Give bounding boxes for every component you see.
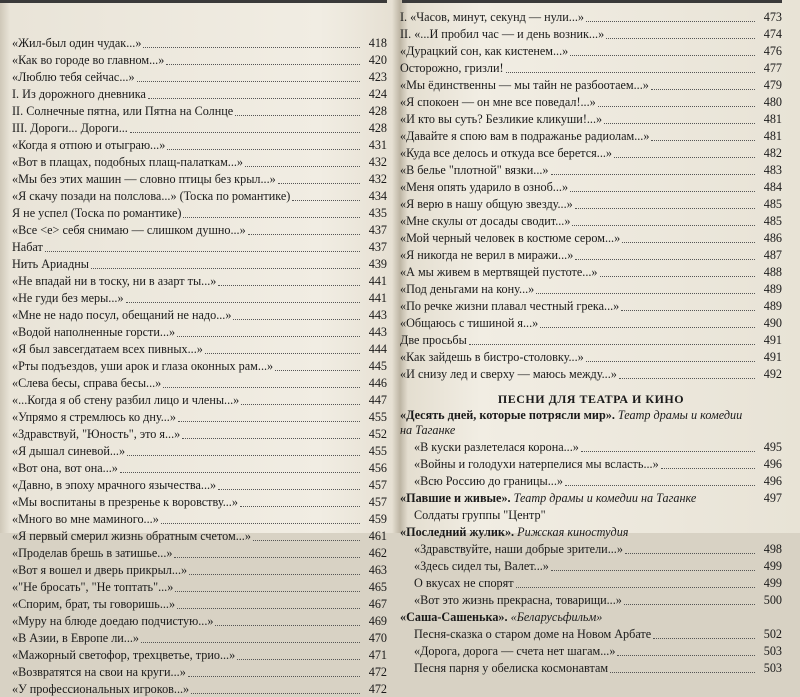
dot-leader: [175, 576, 360, 592]
page-number: 461: [368, 529, 387, 543]
page-number: 462: [368, 546, 387, 560]
toc-entry-title: Две просьбы: [400, 333, 467, 347]
toc-entry-title: «Вот я вошел и дверь прикрыл...»: [12, 563, 188, 577]
toc-entry-title: «Меня опять ударило в озноб...»: [400, 180, 569, 194]
page-number: 479: [763, 78, 782, 92]
left-page: [12, 0, 387, 696]
entry-title-italic: Рижская киностудия: [517, 525, 629, 539]
dot-leader: [183, 202, 360, 218]
toc-entry-title: «Как во городе во главном...»: [12, 53, 165, 67]
toc-entry-title: «Мне скулы от досады сводит...»: [400, 214, 571, 228]
page-number: 446: [368, 376, 387, 390]
page-number: 428: [368, 104, 387, 118]
toc-entry: [400, 659, 782, 676]
page-number: 465: [368, 580, 387, 594]
page-number: 432: [368, 172, 387, 186]
page-number: 486: [763, 231, 782, 245]
dot-leader: [189, 559, 360, 575]
page-number: 480: [763, 95, 782, 109]
page-number: 496: [763, 474, 782, 488]
dot-leader: [241, 389, 360, 405]
dot-leader: [551, 555, 755, 571]
toc-entry-title: «Давно, в эпоху мрачного язычества...»: [12, 478, 217, 492]
dot-leader: [137, 66, 360, 82]
page-number: 463: [368, 563, 387, 577]
dot-leader: [600, 261, 755, 277]
right-entries-top: [400, 8, 782, 382]
page-number: 483: [763, 163, 782, 177]
toc-entry-title: «И кто вы суть? Безликие кликуши!...»: [400, 112, 603, 126]
dot-leader: [218, 474, 360, 490]
page-number: 431: [368, 138, 387, 152]
toc-entry-title: «В куски разлетелася корона...»: [414, 440, 579, 454]
dot-leader: [651, 125, 755, 141]
page-number: 455: [368, 444, 387, 458]
dot-leader: [516, 572, 755, 588]
toc-entry-title: «И снизу лед и сверху — маюсь между...»: [400, 367, 617, 381]
page-number: 432: [368, 155, 387, 169]
toc-entry-title: «Когда я отпою и отыграю...»: [12, 138, 166, 152]
page-number: 485: [763, 214, 782, 228]
dot-leader: [191, 678, 360, 694]
dot-leader: [610, 657, 755, 673]
toc-entry-title: «Я спокоен — он мне все поведал!...»: [400, 95, 596, 109]
page-number: 492: [763, 367, 782, 381]
page-number: 484: [763, 180, 782, 194]
toc-entry-title: Песня парня у обелиска космонавтам: [414, 661, 609, 675]
toc-entry-title: «Куда все делось и откуда все берется...»: [400, 146, 613, 160]
toc-entry-title: «Проделав брешь в затишье...»: [12, 546, 173, 560]
page-number: 418: [368, 36, 387, 50]
dot-leader: [235, 100, 360, 116]
toc-entry-title: Песня-сказка о старом доме на Новом Арбате: [414, 627, 652, 641]
toc-entry-title: «Здравствуй, "Юность", это я...»: [12, 427, 181, 441]
section-heading: ПЕСНИ ДЛЯ ТЕАТРА И КИНО: [497, 392, 685, 406]
toc-entry-title: «Под деньгами на кону...»: [400, 282, 535, 296]
toc-entry-title: «У профессиональных игроков...»: [12, 682, 190, 696]
page-number: 481: [763, 112, 782, 126]
dot-leader: [565, 470, 755, 486]
page-number: 502: [763, 627, 782, 641]
toc-entry-title: Я не успел (Тоска по романтике): [12, 206, 182, 220]
toc-entry-title: «Мы воспитаны в презренье к воровству...»: [12, 495, 238, 509]
entry-title-bold: «Саша-Сашенька».: [400, 610, 508, 624]
toc-entry-title: «Мой черный человек в костюме сером...»: [400, 231, 621, 245]
page-number: 443: [368, 308, 387, 322]
toc-entry-title: II. «...И пробил час — и день возник...»: [400, 27, 605, 41]
page-number: 497: [763, 491, 782, 505]
dot-leader: [570, 176, 755, 192]
dot-leader: [570, 40, 755, 56]
entry-items-ten-days: [400, 438, 782, 489]
page-number: 459: [368, 512, 387, 526]
toc-entry-title: «Мне не надо посул, обещаний не надо...»: [12, 308, 232, 322]
dot-leader: [177, 593, 360, 609]
dot-leader: [661, 453, 755, 469]
toc-entry-title: «Вот она, вот она...»: [12, 461, 118, 475]
page-number: 443: [368, 325, 387, 339]
page-number: 476: [763, 44, 782, 58]
page-number: 420: [368, 53, 387, 67]
toc-entry-title: «Дурацкий сон, как кистенем...»: [400, 44, 569, 58]
dot-leader: [188, 661, 360, 677]
dot-leader: [245, 151, 360, 167]
toc-entry: [400, 365, 782, 382]
toc-entry-title: «Я был завсегдатаем всех пивных...»: [12, 342, 203, 356]
toc-entry: [12, 680, 387, 697]
dot-leader: [253, 525, 360, 541]
page-number: 498: [763, 542, 782, 556]
toc-entry-title: «Вот это жизнь прекрасна, товарищи...»: [414, 593, 622, 607]
toc-entry-title: «Я верю в нашу общую звезду...»: [400, 197, 573, 211]
toc-entry-title: «Здравствуйте, наши добрые зрители...»: [414, 542, 623, 556]
page-number: 499: [763, 559, 782, 573]
page-number: 489: [763, 299, 782, 313]
page-number: 441: [368, 274, 387, 288]
dot-leader: [218, 270, 360, 286]
page-number: 482: [763, 146, 782, 160]
page-number: 489: [763, 282, 782, 296]
page-number: 500: [763, 593, 782, 607]
toc-entry-title: Нить Ариадны: [12, 257, 89, 271]
dot-leader: [240, 491, 360, 507]
toc-entry-title: «Упрямо я стремлюсь ко дну...»: [12, 410, 176, 424]
right-page: [400, 0, 782, 675]
toc-entry-title: «Как зайдешь в бистро-столовку...»: [400, 350, 584, 364]
page-number: 437: [368, 240, 387, 254]
dot-leader: [126, 287, 360, 303]
dot-leader: [167, 134, 360, 150]
dot-leader: [604, 108, 755, 124]
dot-leader: [575, 244, 755, 260]
entry-items-last-crook: [400, 540, 782, 608]
toc-entry-title: «Люблю тебя сейчас...»: [12, 70, 135, 84]
page-number: 456: [368, 461, 387, 475]
entry-title-italic: Театр драмы и комедии на Таганке: [513, 491, 697, 505]
toc-entry-title: О вкусах не спорят: [414, 576, 514, 590]
dot-leader: [651, 74, 755, 90]
page-number: 472: [368, 682, 387, 696]
page-number: 424: [368, 87, 387, 101]
entry-title-ten-days: [400, 408, 782, 438]
dot-leader: [161, 508, 360, 524]
dot-leader: [127, 440, 360, 456]
dot-leader: [292, 185, 360, 201]
dot-leader: [617, 640, 755, 656]
toc-entry-title: «Не впадай ни в тоску, ни в азарт ты...»: [12, 274, 217, 288]
toc-entry: [400, 591, 782, 608]
entry-title-italic: Театр драмы и комедии на Таганке: [400, 408, 743, 437]
dot-leader: [130, 117, 360, 133]
page-number: 441: [368, 291, 387, 305]
entry-title-bold: «Последний жулик».: [400, 525, 515, 539]
toc-entry-title: «По речке жизни плавал честный грека...»: [400, 299, 620, 313]
page-number: 471: [368, 648, 387, 662]
toc-entry-title: «В Азии, в Европе ли...»: [12, 631, 140, 645]
toc-entry-title: «Войны и голодухи натерпелися мы всласть...»: [414, 457, 659, 471]
dot-leader: [91, 253, 360, 269]
toc-entry-title: «Всю Россию до границы...»: [414, 474, 563, 488]
page-number: 499: [763, 576, 782, 590]
dot-leader: [548, 505, 755, 520]
dot-leader: [178, 406, 360, 422]
dot-leader: [586, 346, 755, 362]
dot-leader: [237, 644, 360, 660]
dot-leader: [163, 372, 360, 388]
toc-entry-title: «Жил-был один чудак...»: [12, 36, 142, 50]
page-number: 444: [368, 342, 387, 356]
toc-entry-title: I. «Часов, минут, секунд — нули...»: [400, 10, 585, 24]
toc-entry-title: «Много во мне маминого...»: [12, 512, 159, 526]
page-number: 434: [368, 189, 387, 203]
page-number: 481: [763, 129, 782, 143]
page-number: 445: [368, 359, 387, 373]
toc-entry: [400, 506, 782, 523]
dot-leader: [177, 321, 360, 337]
toc-entry-title: Солдаты группы "Центр": [414, 508, 546, 522]
page-number: 423: [368, 70, 387, 84]
dot-leader: [233, 304, 360, 320]
page-number: 467: [368, 597, 387, 611]
page-number: 457: [368, 495, 387, 509]
toc-entry-title: Набат: [12, 240, 43, 254]
entry-title-fallen-alive: [400, 489, 782, 506]
page-number: 503: [763, 661, 782, 675]
page-number: 491: [763, 350, 782, 364]
dot-leader: [614, 142, 755, 158]
page-number: 503: [763, 644, 782, 658]
dot-leader: [174, 542, 360, 558]
toc-entry-title: «...Когда я об стену разбил лицо и члены...»: [12, 393, 240, 407]
dot-leader: [551, 159, 755, 175]
dot-leader: [575, 193, 755, 209]
dot-leader: [536, 278, 755, 294]
toc-entry-title: «Здесь сидел ты, Валет...»: [414, 559, 549, 573]
toc-entry-title: «Давайте я спою вам в подражанье радиолам...»: [400, 129, 650, 143]
dot-leader: [248, 219, 360, 235]
dot-leader: [619, 363, 755, 379]
page-number: 474: [763, 27, 782, 41]
page-number: 469: [368, 614, 387, 628]
page-number: 487: [763, 248, 782, 262]
dot-leader: [120, 457, 360, 473]
dot-leader: [581, 436, 755, 452]
toc-entry-title: «"Не бросать", "Не топтать"...»: [12, 580, 174, 594]
toc-entry-title: «Муру на блюде доедаю подчистую...»: [12, 614, 214, 628]
dot-leader: [606, 23, 755, 39]
toc-entry-title: «Возвратятся на свои на круги...»: [12, 665, 186, 679]
page-number: 439: [368, 257, 387, 271]
dot-leader: [148, 83, 360, 99]
toc-entry-title: «Вот в плащах, подобных плащ-палаткам...»: [12, 155, 244, 169]
toc-entry-title: I. Из дорожного дневника: [12, 87, 146, 101]
dot-leader: [278, 168, 360, 184]
toc-entry-title: «Общаюсь с тишиной я...»: [400, 316, 539, 330]
dot-leader: [205, 338, 360, 354]
toc-entry-title: «Слева бесы, справа бесы...»: [12, 376, 162, 390]
page-number: 485: [763, 197, 782, 211]
dot-leader: [182, 423, 360, 439]
toc-entry-title: «Рты подъездов, уши арок и глаза оконных рам...»: [12, 359, 274, 373]
page-number: 437: [368, 223, 387, 237]
toc-entry-title: «Все <е> себя снимаю — слишком душно...»: [12, 223, 246, 237]
toc-entry-title: «Водой наполненные горсти...»: [12, 325, 176, 339]
toc-entry-title: Осторожно, гризли!: [400, 61, 504, 75]
entry-items-sasha: [400, 625, 782, 676]
entry-items-fallen-alive: [400, 506, 782, 523]
toc-entry-title: «Я скачу позади на полслова...» (Тоска по романтике): [12, 189, 291, 203]
page-number: 452: [368, 427, 387, 441]
toc-entry-title: II. Солнечные пятна, или Пятна на Солнце: [12, 104, 234, 118]
toc-entry-title: III. Дороги... Дороги...: [12, 121, 128, 135]
toc-entry-title: «Я первый смерил жизнь обратным счетом...»: [12, 529, 251, 543]
dot-leader: [215, 610, 360, 626]
dot-leader: [275, 355, 360, 371]
page-number: 491: [763, 333, 782, 347]
page-number: 455: [368, 410, 387, 424]
page-number: 435: [368, 206, 387, 220]
page-number: 490: [763, 316, 782, 330]
page-number: 470: [368, 631, 387, 645]
toc-entry-title: «Мы ёдинственны — мы тайн не разбоотаем...»: [400, 78, 649, 92]
page-number: 488: [763, 265, 782, 279]
dot-leader: [625, 538, 755, 554]
toc-entry-title: «Дорога, дорога — счета нет шагам...»: [414, 644, 616, 658]
toc-entry: [400, 472, 782, 489]
toc-entry-title: «Я никогда не верил в миражи...»: [400, 248, 574, 262]
dot-leader: [506, 57, 755, 73]
toc-entry-title: «Я дышал синевой...»: [12, 444, 126, 458]
toc-entry-title: «Мы без этих машин — словно птицы без крыл...»: [12, 172, 276, 186]
dot-leader: [598, 91, 755, 107]
page-number: 428: [368, 121, 387, 135]
toc-entry-title: «Мажорный светофор, трехцветье, трио...»: [12, 648, 236, 662]
toc-entry-title: «Спорим, брат, ты говоришь...»: [12, 597, 176, 611]
toc-entry-title: «А мы живем в мертвящей пустоте...»: [400, 265, 598, 279]
page-number: 495: [763, 440, 782, 454]
page-number: 457: [368, 478, 387, 492]
toc-entry-title: «Не гуди без меры...»: [12, 291, 124, 305]
page-number: 473: [763, 10, 782, 24]
page-number: 477: [763, 61, 782, 75]
entry-title-italic: «Беларусьфильм»: [510, 610, 603, 624]
dot-leader: [166, 49, 360, 65]
toc-entry-title: «В белье "плотной" вязки...»: [400, 163, 549, 177]
page-number: 472: [368, 665, 387, 679]
dot-leader: [141, 627, 360, 643]
dot-leader: [469, 329, 755, 345]
dot-leader: [624, 589, 755, 605]
dot-leader: [653, 623, 755, 639]
dot-leader: [143, 32, 360, 48]
dot-leader: [540, 312, 755, 328]
entry-title-bold: «Павшие и живые».: [400, 491, 511, 505]
dot-leader: [621, 295, 755, 311]
dot-leader: [572, 210, 755, 226]
entry-title-bold: «Десять дней, которые потрясли мир».: [400, 408, 615, 422]
dot-leader: [622, 227, 755, 243]
dot-leader: [586, 6, 755, 22]
page-number: 496: [763, 457, 782, 471]
dot-leader: [45, 236, 360, 252]
page-number: 447: [368, 393, 387, 407]
